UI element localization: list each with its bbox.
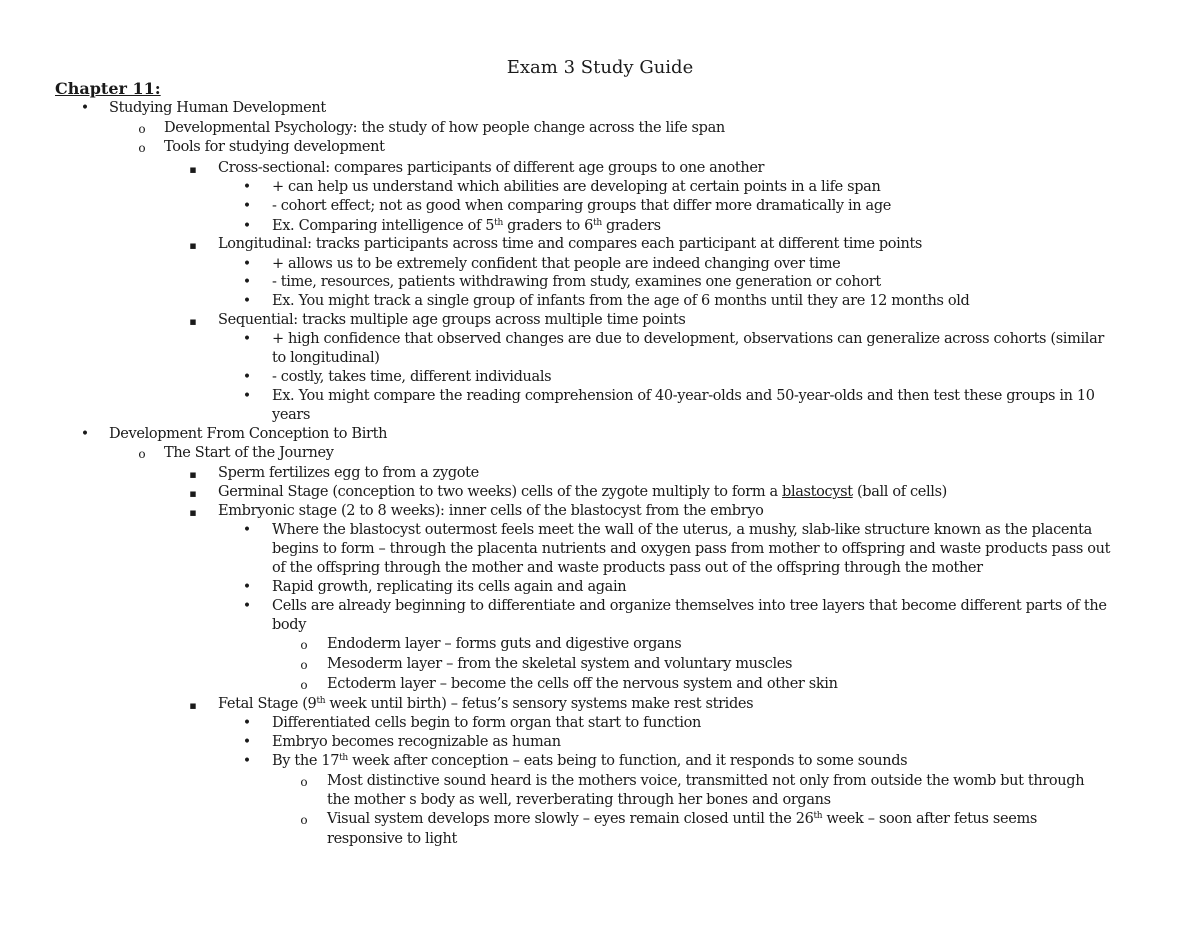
chapter-heading: Chapter 11: bbox=[55, 79, 161, 98]
list-item: Cross-sectional: compares participants of different age groups to one another bbox=[218, 160, 765, 176]
circle-bullet-icon bbox=[135, 445, 149, 464]
bullet-icon bbox=[78, 425, 92, 444]
square-bullet-icon bbox=[186, 503, 200, 522]
list-item: Ex. You might compare the reading comprehension of 40-year-olds and 50-year-olds and then test these groups in 10 bbox=[272, 388, 1095, 404]
circle-bullet-icon bbox=[135, 139, 149, 158]
bullet-icon bbox=[78, 99, 92, 118]
list-item: Ex. You might track a single group of infants from the age of 6 months until they are 12 months old bbox=[272, 293, 970, 309]
list-item: The Start of the Journey bbox=[164, 445, 334, 461]
list-item: Development From Conception to Birth bbox=[109, 426, 388, 442]
circle-bullet-icon bbox=[297, 773, 311, 792]
square-bullet-icon bbox=[186, 236, 200, 255]
list-item: Cells are already beginning to differentiate and organize themselves into tree layers that become different parts of the bbox=[272, 598, 1107, 614]
list-item: Embryo becomes recognizable as human bbox=[272, 734, 561, 750]
bullet-icon bbox=[240, 578, 254, 597]
list-item-continuation: years bbox=[272, 407, 311, 423]
list-item: + can help us understand which abilities are developing at certain points in a life span bbox=[272, 179, 881, 195]
list-item: Mesoderm layer – from the skeletal system and voluntary muscles bbox=[327, 656, 793, 672]
list-item-continuation: responsive to light bbox=[327, 831, 458, 847]
circle-bullet-icon bbox=[297, 656, 311, 675]
bullet-icon bbox=[240, 292, 254, 311]
bullet-icon bbox=[240, 733, 254, 752]
list-item: + high confidence that observed changes are due to development, observations can generalize across cohorts (similar bbox=[272, 331, 1104, 347]
list-item: Differentiated cells begin to form organ that start to function bbox=[272, 715, 702, 731]
square-bullet-icon bbox=[186, 484, 200, 503]
list-item: Fetal Stage (9th week until birth) – fetus’s sensory systems make rest strides bbox=[218, 696, 754, 712]
bullet-icon bbox=[240, 521, 254, 540]
list-item-continuation: body bbox=[272, 617, 307, 633]
list-item: Sperm fertilizes egg to from a zygote bbox=[218, 465, 479, 481]
square-bullet-icon bbox=[186, 160, 200, 179]
bullet-icon bbox=[240, 255, 254, 274]
list-item: Most distinctive sound heard is the mothers voice, transmitted not only from outside the womb but through bbox=[327, 773, 1085, 789]
list-item: Embryonic stage (2 to 8 weeks): inner cells of the blastocyst from the embryo bbox=[218, 503, 764, 519]
list-item: Where the blastocyst outermost feels meet the wall of the uterus, a mushy, slab-like structure known as the placenta bbox=[272, 522, 1092, 538]
square-bullet-icon bbox=[186, 312, 200, 331]
list-item: Visual system develops more slowly – eyes remain closed until the 26th week – soon after fetus seems bbox=[327, 811, 1037, 827]
bullet-icon bbox=[240, 368, 254, 387]
bullet-icon bbox=[240, 217, 254, 236]
circle-bullet-icon bbox=[297, 676, 311, 695]
list-item: Longitudinal: tracks participants across time and compares each participant at different time points bbox=[218, 236, 923, 252]
bullet-icon bbox=[240, 387, 254, 406]
list-item: By the 17th week after conception – eats being to function, and it responds to some sounds bbox=[272, 753, 908, 769]
bullet-icon bbox=[240, 597, 254, 616]
list-item: + allows us to be extremely confident that people are indeed changing over time bbox=[272, 256, 841, 272]
circle-bullet-icon bbox=[135, 120, 149, 139]
list-item: Ectoderm layer – become the cells off the nervous system and other skin bbox=[327, 676, 838, 692]
list-item: - costly, takes time, different individuals bbox=[272, 369, 552, 385]
bullet-icon bbox=[240, 178, 254, 197]
list-item-continuation: to longitudinal) bbox=[272, 350, 380, 366]
list-item: Developmental Psychology: the study of how people change across the life span bbox=[164, 120, 725, 136]
list-item: Studying Human Development bbox=[109, 100, 326, 116]
list-item: Endoderm layer – forms guts and digestive organs bbox=[327, 636, 682, 652]
page-title: Exam 3 Study Guide bbox=[506, 57, 694, 78]
list-item-continuation: of the offspring through the mother and waste products pass out of the offspring through the mother bbox=[272, 560, 983, 576]
list-item: Germinal Stage (conception to two weeks) cells of the zygote multiply to form a blastocyst (ball of cells) bbox=[218, 484, 947, 500]
list-item: Sequential: tracks multiple age groups across multiple time points bbox=[218, 312, 686, 328]
bullet-icon bbox=[240, 752, 254, 771]
bullet-icon bbox=[240, 273, 254, 292]
bullet-icon bbox=[240, 330, 254, 349]
square-bullet-icon bbox=[186, 465, 200, 484]
list-item-continuation: begins to form – through the placenta nutrients and oxygen pass from mother to offspring and waste products pass out bbox=[272, 541, 1111, 557]
list-item: - time, resources, patients withdrawing from study, examines one generation or cohort bbox=[272, 274, 881, 290]
list-item: Rapid growth, replicating its cells again and again bbox=[272, 579, 627, 595]
circle-bullet-icon bbox=[297, 636, 311, 655]
list-item: Ex. Comparing intelligence of 5th graders to 6th graders bbox=[272, 218, 661, 234]
list-item: Tools for studying development bbox=[164, 139, 385, 155]
circle-bullet-icon bbox=[297, 811, 311, 830]
bullet-icon bbox=[240, 714, 254, 733]
list-item-continuation: the mother s body as well, reverberating through her bones and organs bbox=[327, 792, 831, 808]
bullet-icon bbox=[240, 197, 254, 216]
square-bullet-icon bbox=[186, 696, 200, 715]
list-item: - cohort effect; not as good when comparing groups that differ more dramatically in age bbox=[272, 198, 892, 214]
